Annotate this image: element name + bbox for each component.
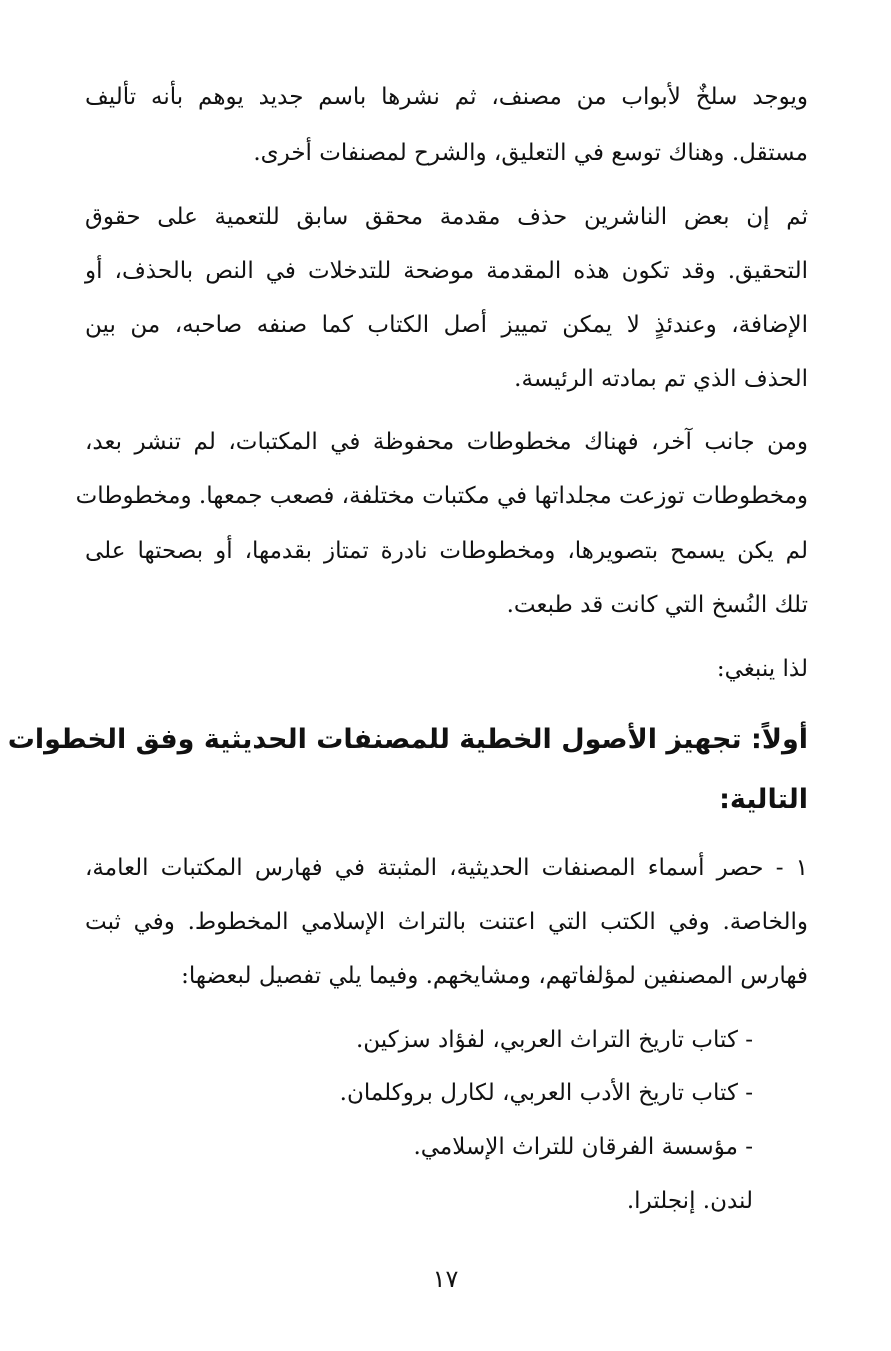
bullet-item-3: - مؤسسة الفرقان للتراث الإسلامي. — [413, 1134, 753, 1160]
paragraph-3-line-1: ومن جانب آخر، فهناك مخطوطات محفوظة في المكتبات، لم تنشر بعد، — [85, 429, 808, 455]
paragraph-3-line-4: تلك النُسخ التي كانت قد طبعت. — [506, 592, 808, 618]
paragraph-1-line-2: مستقل. وهناك توسع في التعليق، والشرح لمصنفات أخرى. — [253, 140, 808, 166]
item-1-line-2: والخاصة. وفي الكتب التي اعتنت بالتراث الإسلامي المخطوط. وفي ثبت — [85, 909, 808, 935]
page-number: ١٧ — [432, 1265, 459, 1293]
paragraph-3-line-2: ومخطوطات توزعت مجلداتها في مكتبات مختلفة، فصعب جمعها. ومخطوطات — [75, 483, 808, 509]
paragraph-4-line-1: لذا ينبغي: — [716, 656, 808, 682]
paragraph-2-line-3: الإضافة، وعندئذٍ لا يمكن تمييز أصل الكتاب كما صنفه صاحبه، من بين — [85, 312, 808, 338]
bullet-item-1: - كتاب تاريخ التراث العربي، لفؤاد سزكين. — [355, 1027, 753, 1053]
item-1-line-3: فهارس المصنفين لمؤلفاتهم، ومشايخهم. وفيما يلي تفصيل لبعضها: — [181, 963, 808, 989]
paragraph-3-line-3: لم يكن يسمح بتصويرها، ومخطوطات نادرة تمتاز بقدمها، أو بصحتها على — [85, 538, 808, 564]
section-heading-line-2: التالية: — [719, 784, 808, 815]
bullet-item-2: - كتاب تاريخ الأدب العربي، لكارل بروكلمان. — [339, 1080, 753, 1106]
paragraph-1-line-1: ويوجد سلخٌ لأبواب من مصنف، ثم نشرها باسم جديد يوهم بأنه تأليف — [85, 84, 808, 110]
section-heading-line-1: أولاً: تجهيز الأصول الخطية للمصنفات الحديثية وفق الخطوات — [7, 724, 808, 755]
paragraph-2-line-1: ثم إن بعض الناشرين حذف مقدمة محقق سابق للتعمية على حقوق — [85, 204, 808, 230]
paragraph-2-line-4: الحذف الذي تم بمادته الرئيسة. — [514, 366, 808, 392]
paragraph-2-line-2: التحقيق. وقد تكون هذه المقدمة موضحة للتدخلات في النص بالحذف، أو — [85, 258, 808, 284]
item-1-line-1: ١ - حصر أسماء المصنفات الحديثية، المثبتة في فهارس المكتبات العامة، — [85, 855, 808, 881]
bullet-item-4: لندن. إنجلترا. — [626, 1188, 753, 1214]
